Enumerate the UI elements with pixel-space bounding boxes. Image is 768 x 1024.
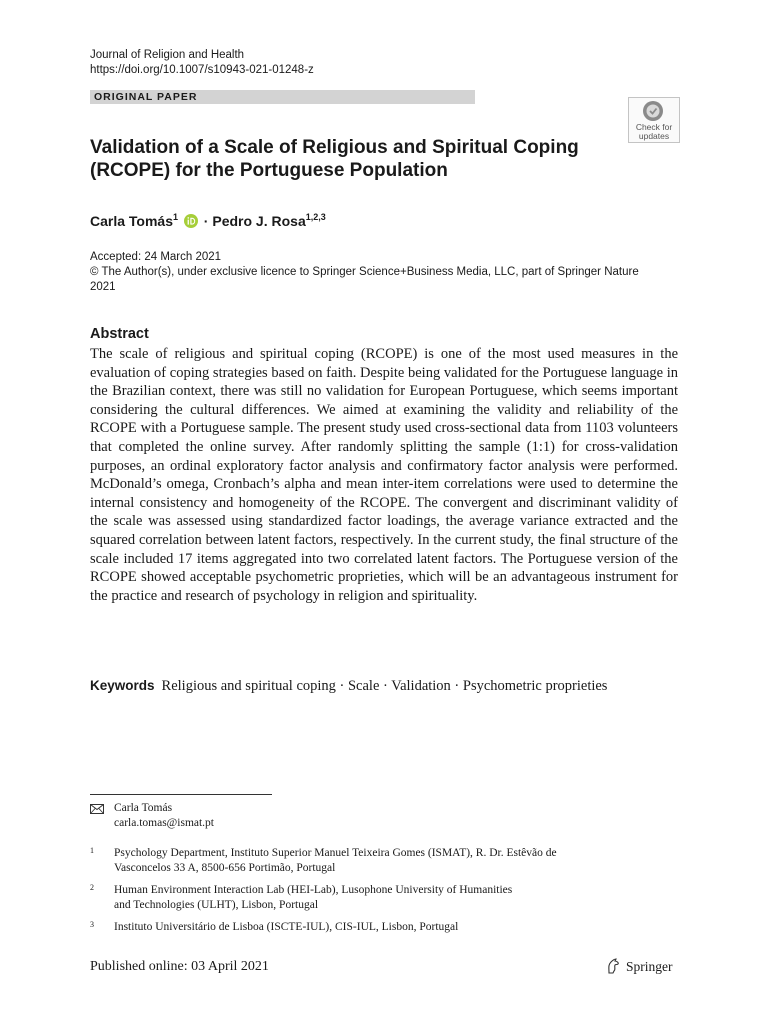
article-meta bbox=[90, 250, 680, 295]
springer-horse-icon bbox=[605, 958, 621, 974]
affiliation-line: Human Environment Interaction Lab (HEI-Lab), Lusophone University of Humanities bbox=[114, 884, 513, 896]
keywords-label: Keywords bbox=[90, 678, 155, 693]
copyright-line: © The Author(s), under exclusive licence to Springer Science+Business Media, LLC, part of Springer Nature bbox=[90, 266, 639, 278]
section-bar bbox=[90, 90, 475, 104]
keywords-text: Religious and spiritual coping · Scale · Validation · Psychometric proprieties bbox=[161, 678, 608, 694]
affiliation-number: 1 bbox=[90, 846, 94, 855]
affiliation-number: 2 bbox=[90, 883, 94, 892]
affiliation-line: and Technologies (ULHT), Lisbon, Portugal bbox=[114, 899, 319, 911]
publisher-logo bbox=[605, 958, 673, 975]
journal-header bbox=[90, 48, 314, 78]
abstract-text: The scale of religious and spiritual coping (RCOPE) is one of the most used measures in the evaluation of coping strategies based on faith. Despite being validated for the Portuguese language in the Brazilian context, there was still no validation for European Portuguese, which seems important considering the cultural differences. We aimed at examining the validity and reliability of the RCOPE with a Portuguese sample. The present study used cross-sectional data from 1103 volunteers that completed the online survey. After randomly splitting the sample (1:1) for cross-validation purposes, an ordinal exploratory factor analysis and confirmatory factor analysis were performed. McDonald’s omega, Cronbach’s alpha and mean inter-item correlations were used to determine the internal consistency and homogeneity of the RCOPE. The convergent and discriminant validity of the scale was assessed using standardized factor loadings, the average variance extracted and the squared correlation between latent factors, respectively. In the current study, the final structure of the scale included 17 items aggregated into two correlated latent factors. The Portuguese version of the RCOPE showed acceptable psychometric proprieties, which will be an advantageous instrument for the practice and research of psychology in religion and spirituality. bbox=[90, 346, 678, 604]
journal-name: Journal of Religion and Health bbox=[90, 49, 245, 61]
correspondence-email[interactable]: carla.tomas@ismat.pt bbox=[114, 817, 215, 829]
footnote-divider bbox=[90, 794, 272, 795]
doi-link[interactable]: https://doi.org/10.1007/s10943-021-01248-z bbox=[90, 64, 314, 76]
keywords-section bbox=[90, 677, 678, 696]
correspondence-name: Carla Tomás bbox=[114, 802, 173, 814]
abstract-heading: Abstract bbox=[90, 326, 149, 342]
author-affiliation-ref: 1,2,3 bbox=[305, 212, 326, 222]
author-list bbox=[90, 208, 326, 230]
section-label: ORIGINAL PAPER bbox=[94, 91, 198, 103]
author-name[interactable]: Carla Tomás bbox=[90, 213, 173, 229]
author-name[interactable]: Pedro J. Rosa bbox=[212, 213, 306, 229]
author-affiliation-ref: 1 bbox=[173, 212, 179, 222]
accepted-date: Accepted: 24 March 2021 bbox=[90, 251, 222, 263]
check-for-updates-label: Check for updates bbox=[635, 122, 673, 141]
affiliation-line: Vasconcelos 33 A, 8500-656 Portimão, Portugal bbox=[114, 862, 336, 874]
affiliation-line: Psychology Department, Instituto Superior Manuel Teixeira Gomes (ISMAT), R. Dr. Estêvão de bbox=[114, 847, 557, 859]
author-separator: · bbox=[203, 213, 209, 229]
orcid-icon[interactable] bbox=[184, 214, 198, 228]
check-for-updates-icon bbox=[642, 100, 664, 122]
mail-icon bbox=[90, 804, 104, 814]
affiliation-line: Instituto Universitário de Lisboa (ISCTE-IUL), CIS-IUL, Lisbon, Portugal bbox=[114, 921, 459, 933]
published-date: Published online: 03 April 2021 bbox=[90, 959, 269, 974]
affiliation-number: 3 bbox=[90, 920, 94, 929]
article-title: Validation of a Scale of Religious and Spiritual Coping (RCOPE) for the Portuguese Population bbox=[90, 137, 579, 181]
publisher-name: Springer bbox=[626, 959, 673, 974]
copyright-year: 2021 bbox=[90, 281, 116, 293]
check-for-updates-badge[interactable] bbox=[628, 97, 680, 143]
